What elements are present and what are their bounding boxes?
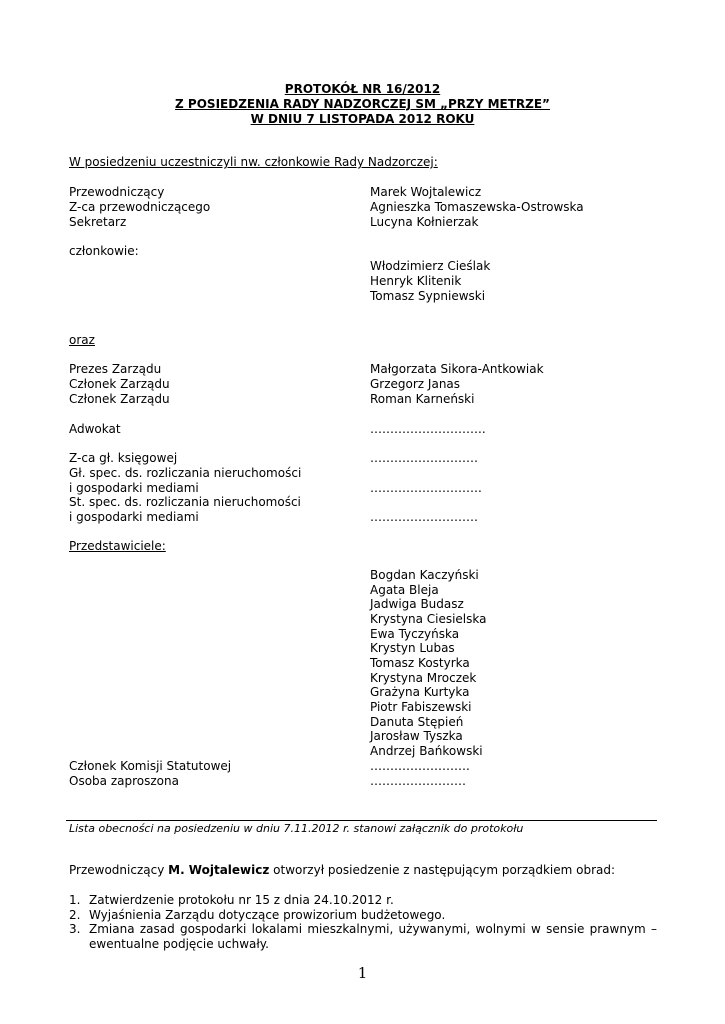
- representative-name: Agata Bleja: [370, 583, 439, 597]
- staff-role: Z-ca gł. księgowej: [69, 451, 178, 465]
- adwokat-name: ………………………..: [370, 422, 486, 436]
- doc-title-line-1: PROTOKÓŁ NR 16/2012: [284, 82, 441, 96]
- agenda-number: 3.: [69, 922, 81, 936]
- other-name: ……………………: [370, 774, 466, 788]
- agenda-item: [69, 908, 445, 923]
- agenda-number: 2.: [69, 908, 81, 922]
- agenda-text: Wyjaśnienia Zarządu dotyczące prowizorium budżetowego.: [89, 908, 446, 922]
- board-role: Sekretarz: [69, 215, 127, 229]
- other-role: Osoba zaproszona: [69, 774, 179, 788]
- attendees-intro: W posiedzeniu uczestniczyli nw. członkowie Rady Nadzorczej:: [69, 155, 438, 169]
- representative-name: Danuta Stępień: [370, 715, 464, 729]
- other-name: …………………….: [370, 759, 470, 773]
- representative-name: Jadwiga Budasz: [370, 597, 464, 611]
- agenda-text: Zatwierdzenie protokołu nr 15 z dnia 24.10.2012 r.: [89, 893, 394, 907]
- doc-title-line-3: W DNIU 7 LISTOPADA 2012 ROKU: [250, 112, 475, 126]
- member-name: Włodzimierz Cieślak: [370, 259, 491, 273]
- doc-title-line-2: Z POSIEDZENIA RADY NADZORCZEJ SM „PRZY METRZE”: [175, 97, 550, 111]
- representative-name: Bogdan Kaczyński: [370, 568, 479, 582]
- member-name: Tomasz Sypniewski: [370, 289, 486, 303]
- agenda-item: [69, 893, 394, 908]
- representatives-label: Przedstawiciele:: [69, 539, 166, 553]
- staff-role: i gospodarki mediami: [69, 510, 199, 524]
- board-role: Przewodniczący: [69, 185, 165, 199]
- agenda-text: Zmiana zasad gospodarki lokalami mieszkalnymi, używanymi, wolnymi w sensie prawnym – ewentualne podjęcie uchwały.: [89, 922, 657, 951]
- opening-prefix: Przewodniczący: [69, 863, 169, 877]
- representative-name: Grażyna Kurtyka: [370, 685, 470, 699]
- representative-name: Krystyna Mroczek: [370, 671, 477, 685]
- attendance-note: Lista obecności na posiedzeniu w dniu 7.11.2012 r. stanowi załącznik do protokołu: [69, 822, 524, 835]
- management-role: Członek Zarządu: [69, 392, 170, 406]
- agenda-item: [69, 922, 657, 952]
- management-name: Małgorzata Sikora-Antkowiak: [370, 362, 544, 376]
- oraz-label: oraz: [69, 333, 95, 347]
- staff-role: Gł. spec. ds. rozliczania nieruchomości: [69, 466, 302, 480]
- board-role: Z-ca przewodniczącego: [69, 200, 211, 214]
- management-role: Prezes Zarządu: [69, 362, 162, 376]
- representative-name: Tomasz Kostyrka: [370, 656, 470, 670]
- staff-role: i gospodarki mediami: [69, 481, 199, 495]
- board-name: Agnieszka Tomaszewska-Ostrowska: [370, 200, 584, 214]
- representative-name: Andrzej Bańkowski: [370, 744, 483, 758]
- representative-name: Krystyn Lubas: [370, 641, 455, 655]
- board-name: Lucyna Kołnierzak: [370, 215, 479, 229]
- opening-suffix: otworzył posiedzenie z następującym porządkiem obrad:: [269, 863, 616, 877]
- representative-name: Ewa Tyczyńska: [370, 627, 460, 641]
- members-label: członkowie:: [69, 244, 139, 258]
- staff-name: ………………………: [370, 510, 478, 524]
- board-name: Marek Wojtalewicz: [370, 185, 482, 199]
- staff-name: ………………………: [370, 451, 478, 465]
- adwokat-role: Adwokat: [69, 422, 121, 436]
- other-role: Członek Komisji Statutowej: [69, 759, 232, 773]
- agenda-number: 1.: [69, 893, 81, 907]
- staff-role: St. spec. ds. rozliczania nieruchomości: [69, 495, 301, 509]
- management-name: Roman Karneński: [370, 392, 475, 406]
- representative-name: Piotr Fabiszewski: [370, 700, 472, 714]
- opening-sentence: [69, 863, 615, 878]
- representative-name: Krystyna Ciesielska: [370, 612, 487, 626]
- management-role: Członek Zarządu: [69, 377, 170, 391]
- staff-name: ……………………….: [370, 481, 482, 495]
- member-name: Henryk Klitenik: [370, 274, 462, 288]
- management-name: Grzegorz Janas: [370, 377, 461, 391]
- chairman-name: M. Wojtalewicz: [168, 863, 270, 877]
- representative-name: Jarosław Tyszka: [370, 729, 463, 743]
- page-number: 1: [357, 964, 368, 982]
